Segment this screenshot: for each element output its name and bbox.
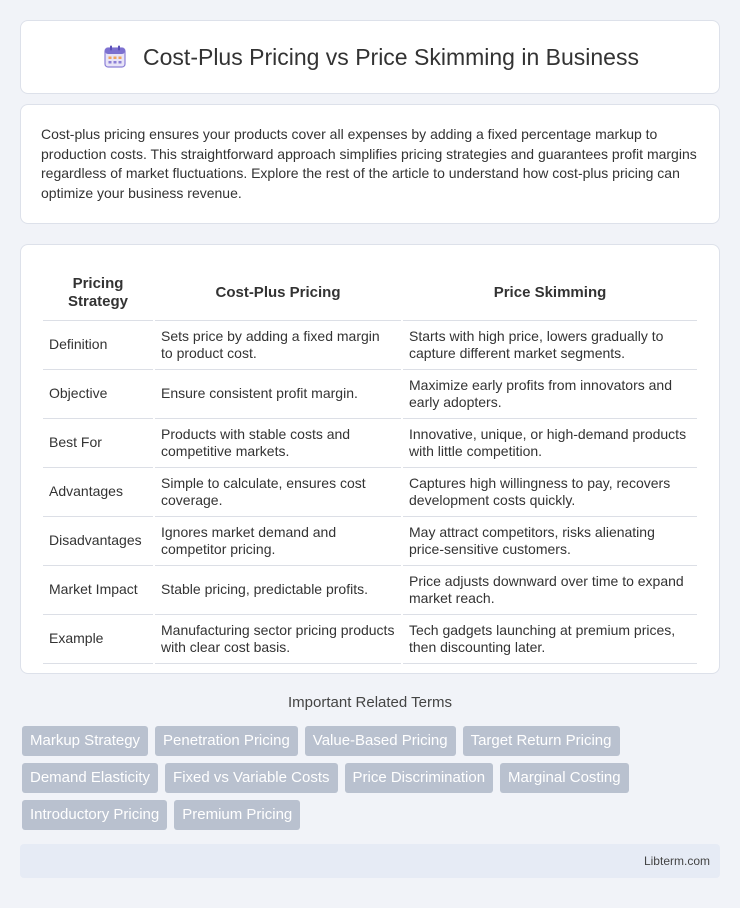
header-price-skimming: Price Skimming	[403, 259, 697, 321]
price-skimming-cell: Captures high willingness to pay, recovers development costs quickly.	[403, 468, 697, 517]
row-label: Example	[43, 615, 153, 664]
table-row	[43, 566, 697, 615]
calendar-icon	[101, 43, 129, 71]
cost-plus-cell: Ensure consistent profit margin.	[155, 370, 401, 419]
tag-fixed-vs-variable-costs[interactable]: Fixed vs Variable Costs	[165, 763, 337, 793]
price-skimming-cell: Tech gadgets launching at premium prices, then discounting later.	[403, 615, 697, 664]
tag-introductory-pricing[interactable]: Introductory Pricing	[22, 800, 167, 830]
price-skimming-cell: May attract competitors, risks alienating price-sensitive customers.	[403, 517, 697, 566]
cost-plus-cell: Simple to calculate, ensures cost coverage.	[155, 468, 401, 517]
tag-demand-elasticity[interactable]: Demand Elasticity	[22, 763, 158, 793]
cost-plus-cell: Ignores market demand and competitor pricing.	[155, 517, 401, 566]
title-wrap	[101, 43, 639, 71]
related-terms-tags	[22, 726, 722, 830]
tag-marginal-costing[interactable]: Marginal Costing	[500, 763, 629, 793]
price-skimming-cell: Price adjusts downward over time to expand market reach.	[403, 566, 697, 615]
related-terms-title: Important Related Terms	[288, 694, 452, 711]
tag-value-based-pricing[interactable]: Value-Based Pricing	[305, 726, 456, 756]
comparison-table	[41, 259, 699, 664]
tag-markup-strategy[interactable]: Markup Strategy	[22, 726, 148, 756]
row-label: Best For	[43, 419, 153, 468]
table-row	[43, 419, 697, 468]
header-card	[20, 20, 720, 94]
row-label: Market Impact	[43, 566, 153, 615]
table-row	[43, 370, 697, 419]
header-cost-plus: Cost-Plus Pricing	[155, 259, 401, 321]
row-label: Objective	[43, 370, 153, 419]
cost-plus-cell: Stable pricing, predictable profits.	[155, 566, 401, 615]
tag-target-return-pricing[interactable]: Target Return Pricing	[463, 726, 620, 756]
page-title: Cost-Plus Pricing vs Price Skimming in Business	[143, 43, 639, 70]
table-row	[43, 468, 697, 517]
cost-plus-cell: Manufacturing sector pricing products with clear cost basis.	[155, 615, 401, 664]
intro-card	[20, 104, 720, 224]
table-row	[43, 321, 697, 370]
table-row	[43, 615, 697, 664]
comparison-table-card	[20, 244, 720, 674]
row-label: Advantages	[43, 468, 153, 517]
footer	[20, 844, 720, 878]
price-skimming-cell: Starts with high price, lowers gradually to capture different market segments.	[403, 321, 697, 370]
tag-price-discrimination[interactable]: Price Discrimination	[345, 763, 494, 793]
price-skimming-cell: Innovative, unique, or high-demand products with little competition.	[403, 419, 697, 468]
tag-penetration-pricing[interactable]: Penetration Pricing	[155, 726, 298, 756]
cost-plus-cell: Sets price by adding a fixed margin to product cost.	[155, 321, 401, 370]
footer-link[interactable]: Libterm.com	[643, 854, 710, 868]
header-pricing-strategy: Pricing Strategy	[43, 259, 153, 321]
cost-plus-cell: Products with stable costs and competitive markets.	[155, 419, 401, 468]
price-skimming-cell: Maximize early profits from innovators and early adopters.	[403, 370, 697, 419]
intro-text: Cost-plus pricing ensures your products cover all expenses by adding a fixed percentage markup to production costs. This straightforward approach simplifies pricing strategies and guarantees profit margins regardless of market fluctuations. Explore the rest of the article to understand how cost-plus pricing can optimize your business revenue.	[41, 126, 697, 201]
table-header-row	[43, 259, 697, 321]
row-label: Definition	[43, 321, 153, 370]
tag-premium-pricing[interactable]: Premium Pricing	[174, 800, 300, 830]
row-label: Disadvantages	[43, 517, 153, 566]
table-row	[43, 517, 697, 566]
